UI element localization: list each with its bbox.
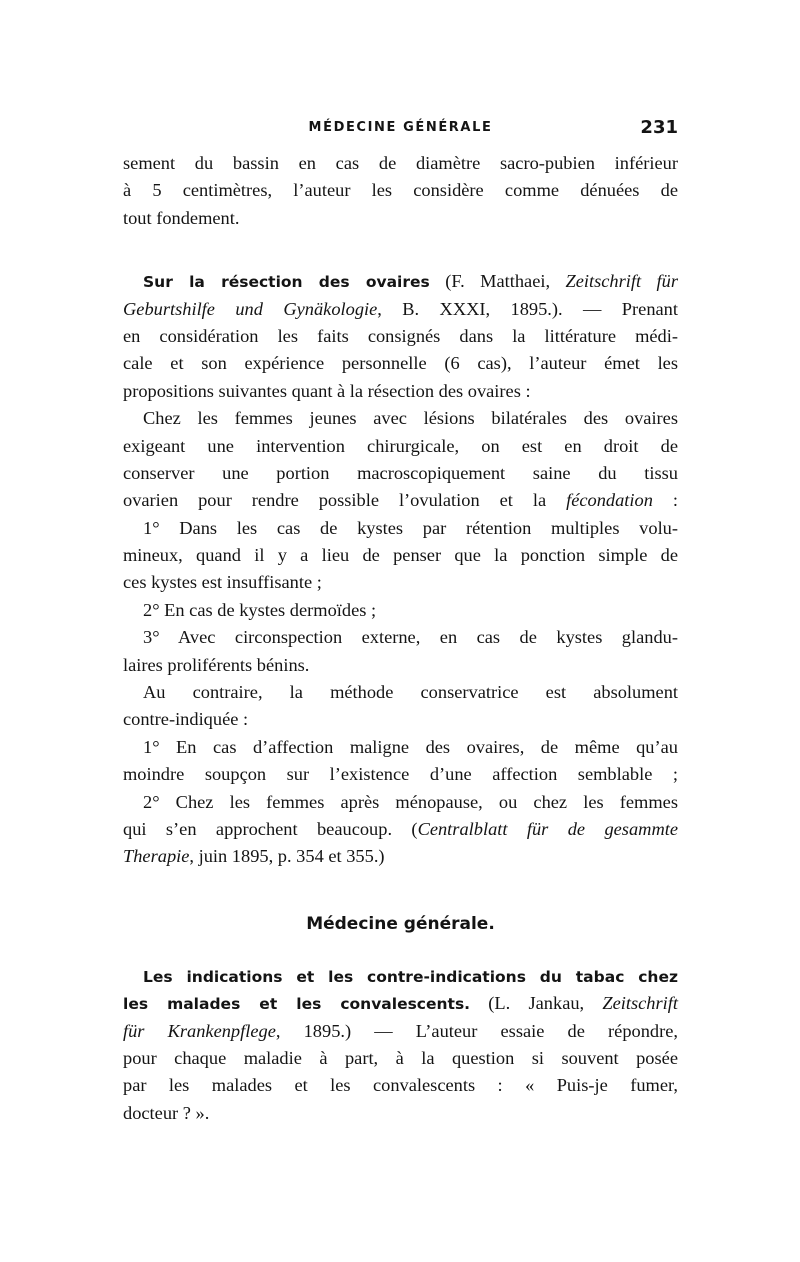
text-line: ovarien pour rendre possible l’ovulation et la fécondation : (123, 490, 678, 511)
text-line: Chez les femmes jeunes avec lésions bilatérales des ovaires (143, 408, 678, 429)
text-line: Au contraire, la méthode conservatrice est absolument (143, 682, 678, 703)
article-title: les malades et les convalescents. (123, 995, 471, 1014)
text-line: 1° Dans les cas de kystes par rétention multiples volu- (143, 517, 678, 538)
text-line: Sur la résection des ovaires (F. Matthaei, Zeitschrift für (143, 271, 679, 292)
text-line: exigeant une intervention chirurgicale, on est en droit de (123, 435, 678, 456)
article-tabac (123, 963, 678, 1127)
text-line: les malades et les convalescents. (L. Jankau, Zeitschrift (123, 993, 678, 1014)
text-line: docteur ? ». (123, 1102, 210, 1123)
journal-title: Therapie (123, 846, 190, 867)
journal-title: für Krankenpflege (123, 1020, 276, 1041)
journal-title: Zeitschrift (602, 993, 678, 1014)
article-title: Les indications et les contre-indications du tabac chez (143, 967, 678, 986)
text-line: cale et son expérience personnelle (6 cas), l’auteur émet les (123, 353, 678, 374)
text-line (123, 963, 678, 990)
text-line: à 5 centimètres, l’auteur les considère comme dénuées de (123, 180, 678, 201)
text-line: laires proliférents bénins. (123, 654, 310, 675)
text-line: par les malades et les convalescents : « Puis-je fumer, (123, 1075, 678, 1096)
journal-title: Centralblatt für de gesammte (417, 818, 678, 839)
article-title: Sur la résection des ovaires (143, 273, 430, 292)
text-line: 3° Avec circonspection externe, en cas de kystes glandu- (143, 627, 678, 648)
paragraph-continuation (123, 150, 678, 232)
text-line: Geburtshilfe und Gynäkologie, B. XXXI, 1895.). — Prenant (123, 298, 678, 319)
section-heading: Médecine générale. (306, 913, 495, 934)
article-ovaires (123, 268, 678, 871)
text-line: propositions suivantes quant à la résection des ovaires : (123, 380, 531, 401)
running-title: MÉDECINE GÉNÉRALE (308, 120, 493, 135)
text-line: 1° En cas d’affection maligne des ovaires, de même qu’au (143, 736, 678, 757)
text-line: moindre soupçon sur l’existence d’une affection semblable ; (123, 764, 678, 785)
journal-title: Geburtshilfe und Gynäkologie (123, 298, 378, 319)
text-line: sement du bassin en cas de diamètre sacro-pubien inférieur (123, 153, 678, 173)
text-line: 2° Chez les femmes après ménopause, ou chez les femmes (143, 791, 678, 812)
text-line: en considération les faits consignés dans la littérature médi- (123, 325, 678, 346)
text-line: ces kystes est insuffisante ; (123, 572, 322, 593)
text-line: für Krankenpflege, 1895.) — L’auteur essaie de répondre, (123, 1020, 678, 1041)
text-line: tout fondement. (123, 207, 240, 228)
journal-title: Zeitschrift für (565, 271, 679, 292)
text-line: contre-indiquée : (123, 709, 249, 730)
text-line: conserver une portion macroscopiquement saine du tissu (123, 462, 678, 483)
text-line: qui s’en approchent beaucoup. (Centralblatt für de gesammte (123, 818, 678, 839)
body-text (123, 150, 678, 1127)
text-line: pour chaque maladie à part, à la question si souvent posée (123, 1047, 678, 1068)
text-line: 2° En cas de kystes dermoïdes ; (143, 599, 377, 620)
text-line: Therapie, juin 1895, p. 354 et 355.) (123, 846, 385, 867)
page-header (123, 117, 678, 141)
page-number: 231 (640, 117, 678, 138)
text-line: mineux, quand il y a lieu de penser que la ponction simple de (123, 545, 678, 566)
